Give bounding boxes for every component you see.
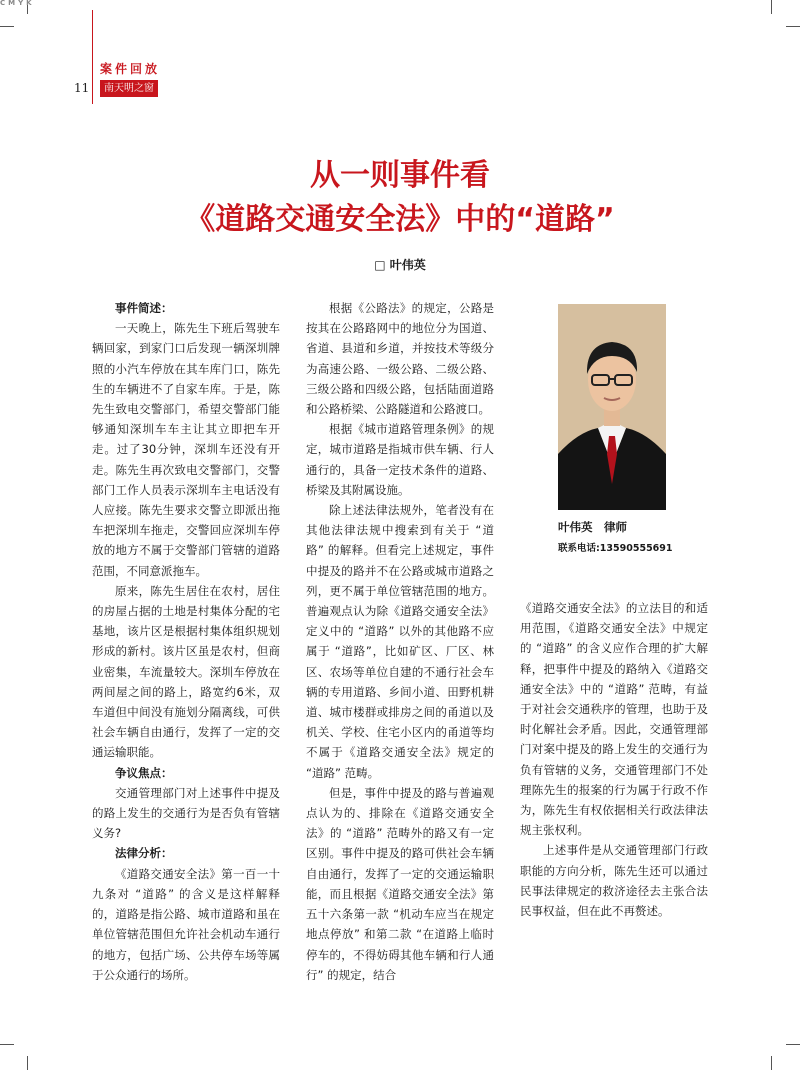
header-rule <box>92 10 93 104</box>
crop-mark <box>27 1056 28 1070</box>
crop-mark <box>771 0 772 14</box>
portrait-illustration <box>558 304 666 510</box>
subheading-summary: 事件简述： <box>115 301 173 315</box>
paragraph: 上述事件是从交通管理部门行政职能的方向分析，陈先生还可以通过民事法律规定的救济途径去主张合法民事权益，但在此不再赘述。 <box>520 843 708 919</box>
paragraph: 《道路交通安全法》第一百一十九条对 “道路” 的含义是这样解释的，道路是指公路、城市道路和虽在单位管辖范围但允许社会机动车通行的地方，包括广场、公共停车场等属于公众通行的场所。 <box>92 866 280 982</box>
paragraph: 除上述法律法规外，笔者没有在其他法律法规中搜索到有关于 “道路” 的解释。但看完上述规定，事件中提及的路并不在公路或城市道路之列，更不属于单位管辖范围的地方。普遍观点认为除《道路交通安全法》定义中的 “道路” 以外的其他路不应属于 “道路”，比如矿区、厂区、林区、农场等单位自建的不通行社会车辆的专用道路、乡间小道、田野机耕道、城市楼群或排房之间的甬道以及机关、学校、住宅小区内的甬道等均不属于《道路交通安全法》规定的 “道路” 范畴。 <box>306 503 494 780</box>
crop-mark <box>786 26 800 27</box>
paragraph: 根据《城市道路管理条例》的规定，城市道路是指城市供车辆、行人通行的，具备一定技术条件的道路、桥梁及其附属设施。 <box>306 422 494 497</box>
paragraph: 《道路交通安全法》的立法目的和适用范围，《道路交通安全法》中规定的 “道路” 的含义应作合理的扩大解释，把事件中提及的路纳入《道路交通安全法》中的 “道路” 范畴，有益于对社会交通秩序的管理，也助于及时化解社会矛盾。因此，交通管理部门对案中提及的路上发生的交通行为负有管辖的义务，交通管理部门不处理陈先生的报案的行为属于行政不作为，陈先生有权依据相关行政法律法规主张权利。 <box>520 601 708 838</box>
paragraph: 但是，事件中提及的路与普遍观点认为的、排除在《道路交通安全法》的 “道路” 范畴外的路又有一定区别。事件中提及的路可供社会车辆自由通行，发挥了一定的交通运输职能，而且根据《道路交通安全法》第五十六条第一款 “机动车应当在规定地点停放” 和第二款 “在道路上临时停车的，不得妨碍其他车辆和行人通行” 的规定，结合 <box>306 785 494 982</box>
page-number: 11 <box>74 81 90 95</box>
paragraph: 交通管理部门对上述事件中提及的路上发生的交通行为是否负有管辖义务? <box>92 785 280 841</box>
author-phone: 联系电话:13590555691 <box>558 543 673 554</box>
cmyk-label: CMYK <box>0 0 35 7</box>
subheading-dispute: 争议焦点： <box>115 765 173 780</box>
author-name-title: 叶伟英 律师 <box>558 520 627 534</box>
article-title-line1: 从一则事件看 <box>310 158 490 193</box>
subheading-analysis: 法律分析： <box>115 846 173 861</box>
column-name-tag: 南天明之窗 <box>100 80 158 97</box>
paragraph: 一天晚上，陈先生下班后驾驶车辆回家，到家门口后发现一辆深圳牌照的小汽车停放在其车库门口，陈先生的车辆进不了自家车库。于是，陈先生致电交警部门，希望交警部门能够通知深圳车车主让其立即把车开走。过了30分钟，深圳车还没有开走。陈先生再次致电交警部门，交警部门工作人员表示深圳车主电话没有人应接。陈先生要求交警立即派出拖车把深圳车拖走，交警回应深圳车停放的地方不属于交警部门管辖的道路范围，不同意派拖车。 <box>92 321 280 578</box>
crop-mark <box>0 26 14 27</box>
text-column-2 <box>306 298 494 985</box>
text-column-3 <box>520 598 708 921</box>
article-title-line2: 《道路交通安全法》中的“道路” <box>185 202 615 237</box>
author-photo <box>558 304 666 510</box>
author-byline: □ 叶伟英 <box>374 258 426 272</box>
crop-mark <box>786 1044 800 1045</box>
text-column-1 <box>92 298 280 985</box>
section-title: 案件回放 <box>100 62 161 76</box>
cmyk-registration-strip <box>0 0 35 6</box>
paragraph: 原来，陈先生居住在农村，居住的房屋占据的土地是村集体分配的宅基地，该片区是根据村集体组织规划形成的新村。该片区虽是农村，但商业密集，车流量较大。深圳车停放在两间屋之间的路上，路宽约6米，双车道但中间没有施划分隔离线，可供社会车辆自由通行，发挥了一定的交通运输职能。 <box>92 583 280 760</box>
paragraph: 根据《公路法》的规定，公路是按其在公路路网中的地位分为国道、省道、县道和乡道，并按技术等级分为高速公路、一级公路、二级公路、三级公路和四级公路，包括陆面道路和公路桥梁、公路隧道和公路渡口。 <box>306 301 494 417</box>
crop-mark <box>0 1044 14 1045</box>
crop-mark <box>771 1056 772 1070</box>
